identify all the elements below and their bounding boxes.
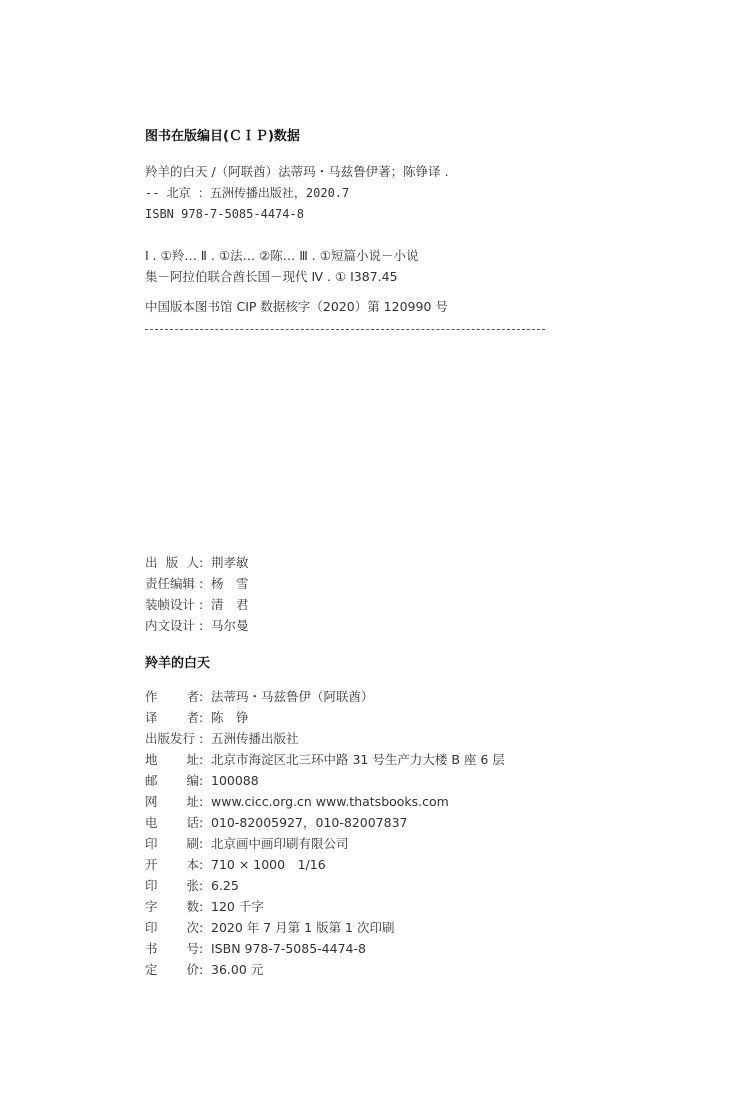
label-text: 开 [145,857,158,872]
details-row [145,857,326,873]
details-row [145,773,259,789]
label-text: 人 [186,555,199,570]
field-label [145,752,199,768]
colon: : [199,815,204,830]
cip-line: ISBN 978-7-5085-4474-8 [145,207,304,221]
field-label [145,597,199,613]
colon: : [199,576,204,591]
dashed-divider [145,329,545,330]
colon: : [199,710,204,725]
field-value: 710 × 1000 1/16 [211,857,326,872]
cip-heading: 图书在版编目(ＣＩＰ)数据 [145,129,300,144]
details-row [145,920,394,936]
details-row [145,689,374,705]
field-value: 36.00 元 [211,962,264,977]
field-label [145,857,199,873]
field-value: 法蒂玛・马兹鲁伊（阿联酋） [211,689,374,704]
colon: : [199,555,204,570]
field-value: 荆孝敏 [211,555,249,570]
label-text: 编 [186,773,199,788]
field-value: 清 君 [211,597,249,612]
colon: : [199,878,204,893]
field-label [145,941,199,957]
label-text: 字 [145,899,158,914]
field-value: 杨 雪 [211,576,249,591]
details-row [145,731,299,747]
credits-row [145,618,249,634]
details-row [145,752,505,768]
colon: : [199,836,204,851]
field-label [145,836,199,852]
field-value: 2020 年 7 月第 1 版第 1 次印刷 [211,920,395,935]
field-value: 6.25 [211,878,239,893]
field-value: 陈 铮 [211,710,249,725]
label-text: 价 [186,962,199,977]
credits-row [145,597,249,613]
details-row [145,815,408,831]
cip-verification: 中国版本图书馆 CIP 数据核字（2020）第 120990 号 [145,299,448,314]
label-text: 刷 [186,836,199,851]
details-row [145,941,366,957]
colon: : [199,899,204,914]
label-text: 内文设计 [145,618,196,633]
label-text: 书 [145,941,158,956]
colon: : [199,689,204,704]
label-text: 定 [145,962,158,977]
label-text: 网 [145,794,158,809]
label-text: 话 [186,815,199,830]
field-label [145,710,199,726]
label-text: 次 [186,920,199,935]
label-text: 出 [145,555,158,570]
colon: : [199,857,204,872]
field-label [145,794,199,810]
field-label [145,815,199,831]
colon: : [199,731,204,746]
field-label [145,731,199,747]
field-value: 120 千字 [211,899,264,914]
label-text: 印 [145,920,158,935]
label-text: 号 [186,941,199,956]
field-label [145,878,199,894]
colon: : [199,941,204,956]
field-label [145,576,199,592]
label-text: 出版发行 [145,731,196,746]
field-value: 五洲传播出版社 [211,731,299,746]
label-text: 版 [165,555,179,570]
cip-classification: 集－阿拉伯联合酋长国－现代 Ⅳ . ① I387.45 [145,269,398,284]
colon: : [199,962,204,977]
field-value: www.cicc.org.cn www.thatsbooks.com [211,794,449,809]
details-row [145,710,249,726]
label-text: 张 [186,878,199,893]
label-text: 址 [186,752,199,767]
field-label [145,689,199,705]
label-text: 作 [145,689,158,704]
label-text: 印 [145,836,158,851]
cip-line: 羚羊的白天 /（阿联酋）法蒂玛・马兹鲁伊著；陈铮译 . [145,164,449,179]
cip-classification: Ⅰ . ①羚… Ⅱ . ①法… ②陈… Ⅲ . ①短篇小说－小说 [145,248,419,263]
field-value: 010-82005927，010-82007837 [211,815,408,830]
label-text: 印 [145,878,158,893]
details-row [145,899,264,915]
field-label [145,920,199,936]
field-value: 马尔曼 [211,618,249,633]
field-label [145,899,199,915]
field-label [145,555,199,571]
details-row [145,962,263,978]
field-value: 100088 [211,773,259,788]
label-text: 者 [186,710,199,725]
credits-row [145,555,249,571]
colon: : [199,752,204,767]
field-label [145,773,199,789]
label-text: 本 [186,857,199,872]
label-text: 者 [186,689,199,704]
details-row [145,878,239,894]
field-label [145,962,199,978]
field-value: 北京画中画印刷有限公司 [211,836,349,851]
label-text: 责任编辑 [145,576,196,591]
field-label [145,618,199,634]
label-text: 电 [145,815,158,830]
field-value: 北京市海淀区北三环中路 31 号生产力大楼 B 座 6 层 [211,752,505,767]
label-text: 数 [186,899,199,914]
label-text: 装帧设计 [145,597,196,612]
label-text: 译 [145,710,158,725]
label-text: 邮 [145,773,158,788]
credits-row [145,576,249,592]
details-row [145,836,349,852]
label-text: 址 [186,794,199,809]
colon: : [199,773,204,788]
cip-line: -- 北京 ：五洲传播出版社，2020.7 [145,186,350,200]
colon: : [199,920,204,935]
details-row [145,794,449,810]
label-text: 地 [145,752,158,767]
colon: : [199,618,204,633]
colon: : [199,794,204,809]
field-value: ISBN 978-7-5085-4474-8 [211,941,366,956]
book-title: 羚羊的白天 [145,656,211,671]
colon: : [199,597,204,612]
